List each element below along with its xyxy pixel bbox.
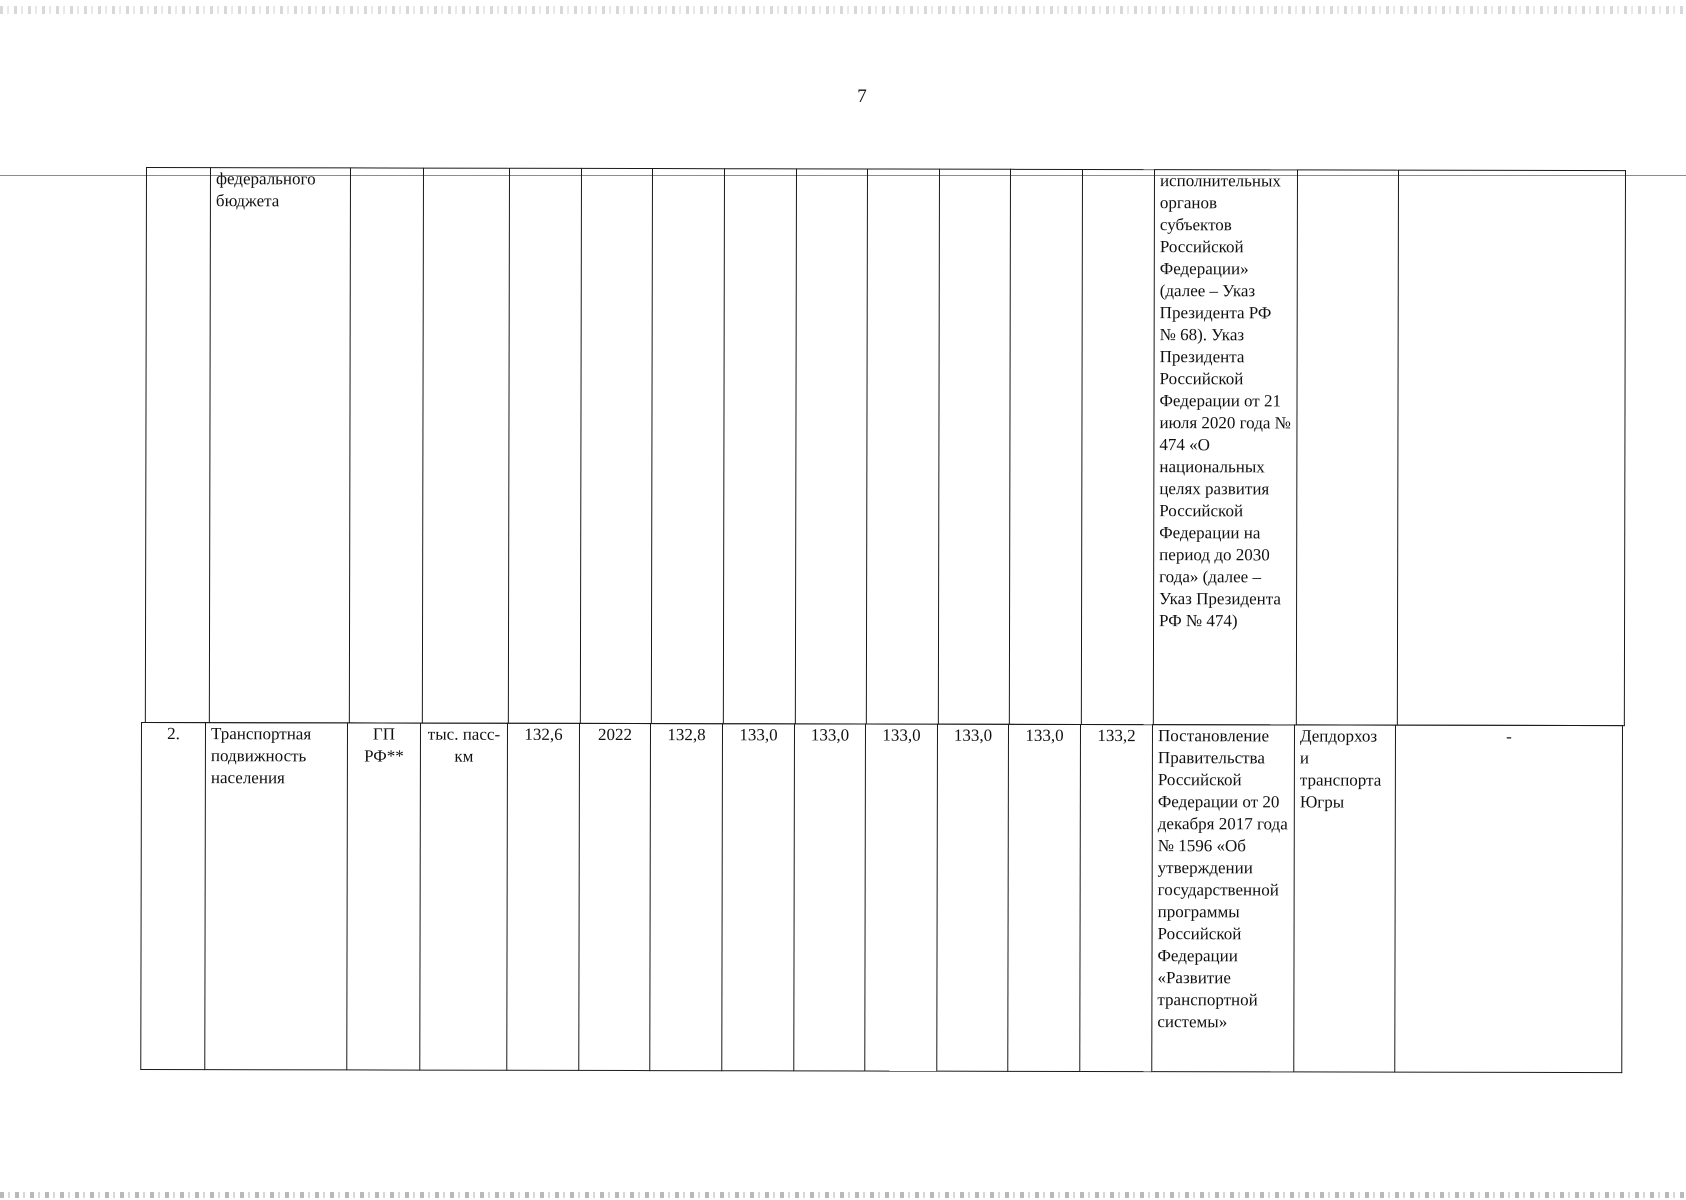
cell-value: [1009, 169, 1082, 724]
cell-value: [723, 169, 796, 724]
cell-level: ГП РФ**: [347, 723, 421, 1070]
cell-extra: [1397, 170, 1625, 725]
table-row: [141, 723, 1623, 1073]
cell-base-value: [508, 168, 581, 723]
cell-number: 2.: [141, 723, 206, 1070]
cell-value-4: 133,0: [865, 724, 938, 1071]
cell-value-1: 132,8: [650, 724, 723, 1071]
scan-noise-top: [0, 6, 1686, 14]
cell-value: [651, 169, 724, 724]
cell-value-5: 133,0: [937, 724, 1009, 1071]
indicator-text: федерального бюджета: [215, 169, 316, 211]
cell-value: [866, 169, 939, 724]
cell-value: [938, 169, 1010, 724]
cell-unit: [422, 168, 509, 723]
table-row-2: [140, 722, 1623, 1073]
cell-value: [795, 169, 867, 724]
cell-level: [349, 168, 423, 723]
cell-value-2: 133,0: [722, 724, 795, 1071]
cell-basis: Постановление Правительства Российской Федерации от 20 декабря 2017 года № 1596 «Об утверждении государственной программы Российской Федерации «Развитие транспортной системы»: [1152, 725, 1295, 1072]
cell-basis: [1153, 170, 1297, 725]
cell-value-7: 133,2: [1080, 724, 1153, 1071]
table-continuation-row: [145, 167, 1626, 726]
page-number: 7: [857, 86, 867, 107]
basis-text: исполнительных органов субъектов Российской Федерации» (далее – Указ Президента РФ № 68). Указ Президента Российской Федерации от 21 июля 2020 года № 474 «О национальных целях развития Российской Федерации на период до 2030 года» (далее – Указ Президента РФ № 474): [1159, 171, 1291, 631]
cell-indicator: [209, 168, 350, 723]
cell-extra: -: [1395, 725, 1623, 1072]
cell-base-year: [580, 168, 652, 723]
cell-unit: тыс. пасс-км: [420, 723, 508, 1070]
cell-number: [145, 168, 210, 723]
table-row: [145, 168, 1625, 726]
cell-responsible: Депдорхоз и транспорта Югры: [1294, 725, 1396, 1072]
cell-base-value: 132,6: [507, 723, 580, 1070]
cell-responsible: [1296, 170, 1398, 725]
cell-base-year: 2022: [579, 723, 651, 1070]
cell-value-3: 133,0: [794, 724, 866, 1071]
cell-value: [1081, 169, 1154, 724]
cell-value-6: 133,0: [1008, 724, 1081, 1071]
scan-noise-bottom: [0, 1192, 1686, 1198]
cell-indicator: Транспортная подвижность населения: [205, 723, 348, 1070]
